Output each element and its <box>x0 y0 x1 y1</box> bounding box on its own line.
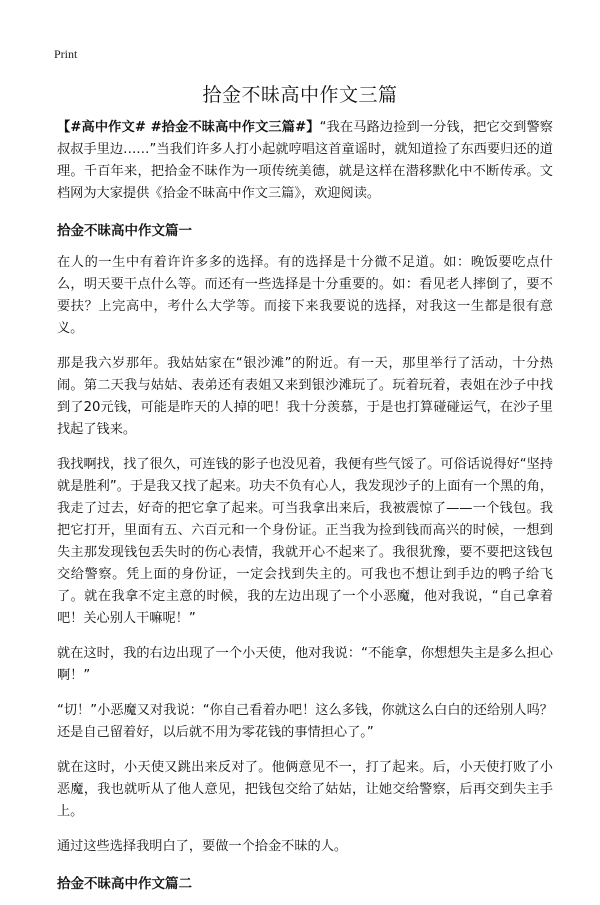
intro-text: “我在马路边捡到一分钱，把它交到警察叔叔手里边……”当我们许多人打小起就哼唱这首童谣时，就知道捡了东西要归还的道理。千百年来，把拾金不昧作为一项传统美德，就是这样在潜移默化中不断传承。文档网为大家提供《拾金不昧高中作文三篇》，欢迎阅读。 <box>57 120 553 201</box>
section1-paragraph-1: 在人的一生中有着许许多多的选择。有的选择是十分微不足道。如：晚饭要吃点什么，明天要干点什么等。而还有一些选择是十分重要的。如：看见老人摔倒了，要不要扶？上完高中，考什么大学等。而接下来我要说的选择，对我这一生都是很有意义。 <box>57 255 553 336</box>
section1-paragraph-7: 通过这些选择我明白了，要做一个拾金不昧的人。 <box>57 839 348 854</box>
section-heading-2: 拾金不昧高中作文篇二 <box>57 876 192 892</box>
page-title: 拾金不昧高中作文三篇 <box>202 84 398 106</box>
section1-paragraph-4: 就在这时，我的右边出现了一个小天使，他对我说：“不能拿，你想想失主是多么担心啊！” <box>57 646 553 683</box>
section1-paragraph-6: 就在这时，小天使又跳出来反对了。他俩意见不一，打了起来。后，小天使打败了小恶魔，我也就听从了他人意见，把钱包交给了姑姑，让她交给警察，后再交到失主手上。 <box>57 760 553 819</box>
print-link[interactable]: Print <box>54 47 78 61</box>
section1-paragraph-2: 那是我六岁那年。我姑姑家在“银沙滩”的附近。有一天，那里举行了活动，十分热闹。第二天我与姑姑、表弟还有表姐又来到银沙滩玩了。玩着玩着，表姐在沙子中找到了20元钱，可能是昨天的人掉的吧！我十分羡慕，于是也打算碰碰运气，在沙子里找起了钱来。 <box>57 356 553 437</box>
intro-paragraph <box>57 117 553 205</box>
section-heading-1: 拾金不昧高中作文篇一 <box>57 223 192 239</box>
intro-tags: 【#高中作文# #拾金不昧高中作文三篇#】 <box>57 120 320 135</box>
article-body <box>57 117 553 905</box>
section1-paragraph-3: 我找啊找，找了很久，可连钱的影子也没见着，我便有些气馁了。可俗话说得好“坚持就是胜利”。于是我又找了起来。功夫不负有心人，我发现沙子的上面有一个黑的角，我走了过去，好奇的把它拿了起来。可当我拿出来后，我被震惊了——一个钱包。我把它打开，里面有五、六百元和一个身份证。正当我为捡到钱而高兴的时候，一想到失主那发现钱包丢失时的伤心表情，我就开心不起来了。我很犹豫，要不要把这钱包交给警察。凭上面的身份证，一定会找到失主的。可我也不想让到手边的鸭子给飞了。就在我拿不定主意的时候，我的左边出现了一个小恶魔，他对我说，“自己拿着吧！关心别人干嘛呢！” <box>57 457 553 626</box>
section1-paragraph-5: “切！”小恶魔又对我说：“你自己看着办吧！这么多钱，你就这么白白的还给别人吗？还是自己留着好，以后就不用为零花钱的事情担心了。” <box>57 703 553 740</box>
